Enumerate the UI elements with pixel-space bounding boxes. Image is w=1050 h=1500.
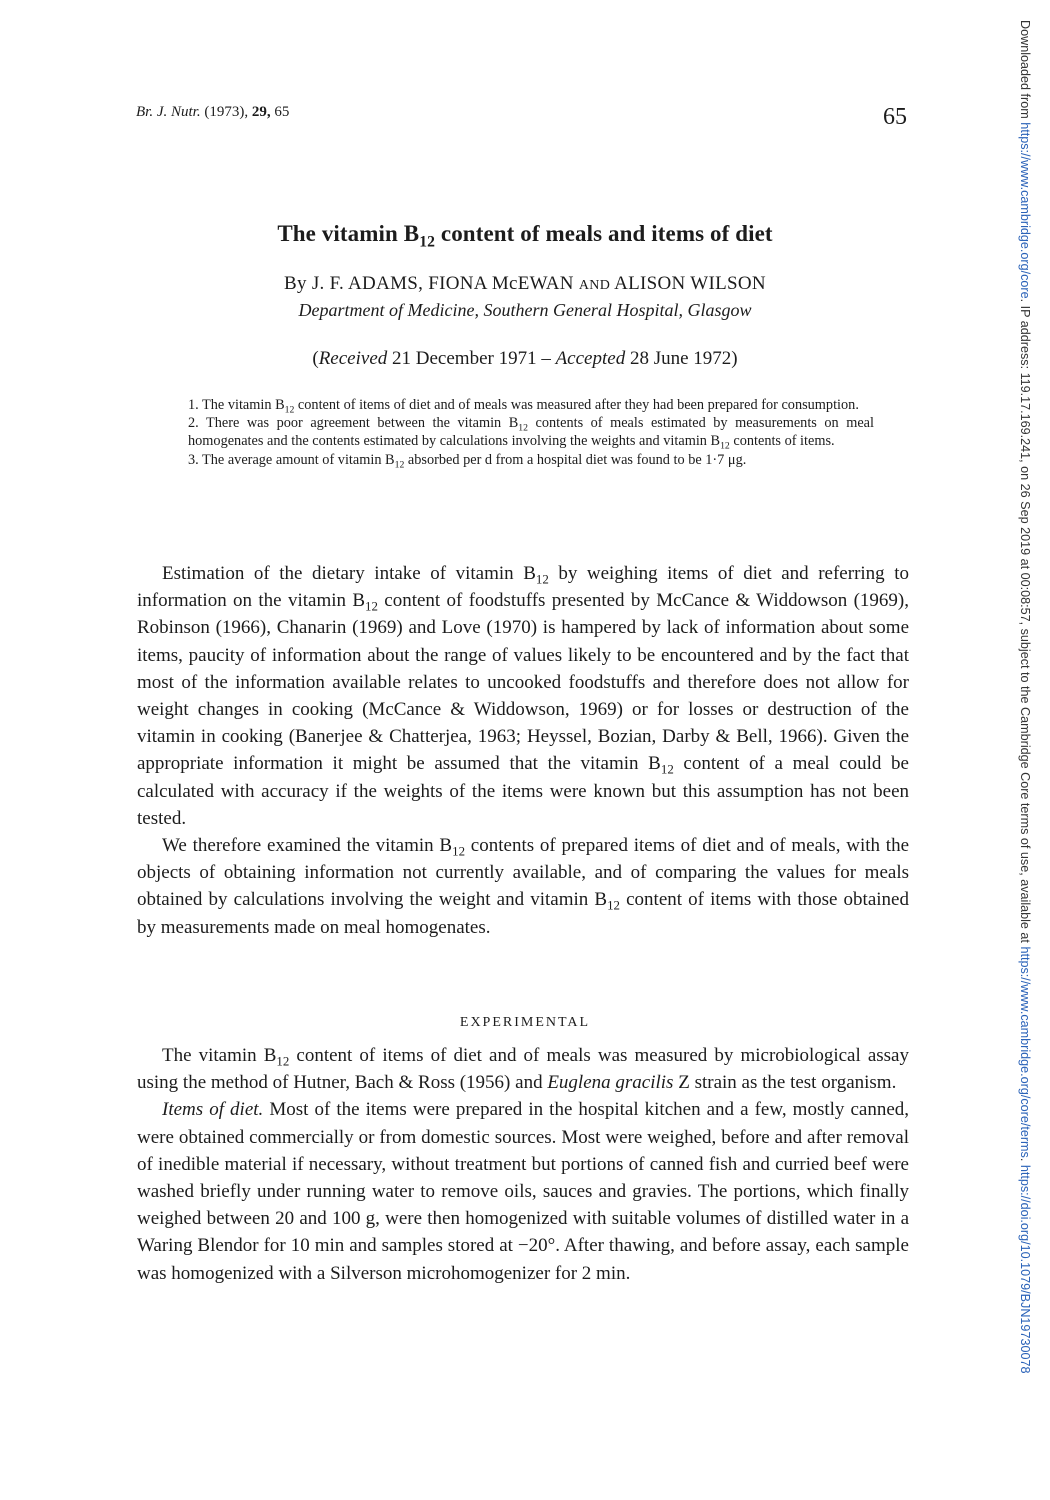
abstract-point-2: 2. There was poor agreement between the vitamin $B_{12}$ contents of meals estimated by measurements on meal homogenates and the contents estimated by calculations involving the weights and vitamin $B_{12}$ contents of items. bbox=[188, 415, 874, 452]
journal-name: Br. J. Nutr. bbox=[136, 104, 201, 120]
author-names-2: ALISON WILSON bbox=[610, 273, 766, 294]
experimental-section bbox=[137, 1042, 909, 1287]
author-by: By bbox=[284, 273, 307, 294]
page-number: 65 bbox=[883, 104, 907, 130]
abstract-point-1: 1. The vitamin $B_{12}$ content of items of diet and of meals was measured after they had been prepared for consumption. bbox=[188, 397, 859, 416]
intro-paragraph-2: We therefore examined the vitamin $B_{12}$ contents of prepared items of diet and of meals, with the objects of obtaining information not currently available, and of comparing the values for meals obtained by calculations involving the weight and vitamin $B_{12}$ content of items with those obtained by measurements made on meal homogenates. bbox=[137, 835, 909, 938]
introduction bbox=[137, 560, 909, 941]
author-line bbox=[0, 273, 1050, 295]
download-notice-text: Downloaded from https://www.cambridge.org/core. IP address: 119.17.169.241, on 26 Sep 2019 at 00:08:57, subject to the Cambridge Core terms of use, available at https://www.cambridge.org/core/terms. https://doi.org/10.1079/BJN19730078 bbox=[1018, 20, 1032, 1374]
download-notice-sidebar bbox=[1002, 20, 1032, 1480]
experimental-paragraph-2: Items of diet. Most of the items were prepared in the hospital kitchen and a few, mostly canned, were obtained commercially or from domestic sources. Most were weighed, before and after removal of inedible material if necessary, without treatment but portions of canned fish and curried beef were washed briefly under running water to remove oils, sauces and gravies. The portions, which finally weighed between 20 and 100 g, were then homogenized with suitable volumes of distilled water in a Waring Blendor for 10 min and samples stored at −20°. After thawing, and before assay, each sample was homogenized with a Silverson microhomogenizer for 2 min. bbox=[137, 1099, 909, 1284]
journal-page: 65 bbox=[274, 104, 290, 120]
section-heading: EXPERIMENTAL bbox=[459, 1015, 591, 1030]
journal-year: (1973), bbox=[204, 104, 249, 120]
journal-citation bbox=[136, 104, 289, 121]
experimental-paragraph-1: The vitamin $B_{12}$ content of items of diet and of meals was measured by microbiological assay using the method of Hutner, Bach & Ross (1956) and Euglena gracilis Z strain as the test organism. bbox=[137, 1045, 909, 1094]
abstract bbox=[188, 396, 874, 469]
intro-paragraph-1: Estimation of the dietary intake of vitamin $B_{12}$ by weighing items of diet and referring to information on the vitamin $B_{12}$ content of foodstuffs presented by McCance & Widdowson (1969), Robinson (1966), Chanarin (1969) and Love (1970) is hampered by lack of information about some items, paucity of information about the range of values likely to be encountered and by the fact that most of the information available relates to uncooked foodstuffs and therefore does not allow for weight changes in cooking (McCance & Widdowson, 1969) or for losses or destruction of the vitamin in cooking (Banerjee & Chatterjea, 1963; Heyssel, Bozian, Darby & Bell, 1966). Given the appropriate information it might be assumed that the vitamin $B_{12}$ content of a meal could be calculated with accuracy if the weights of the items were known but this assumption has not been tested. bbox=[137, 563, 909, 829]
cambridge-core-link[interactable]: https://www.cambridge.org/core bbox=[1018, 122, 1032, 299]
abstract-point-3: 3. The average amount of vitamin $B_{12}$ absorbed per d from a hospital diet was found to be 1·7 μg. bbox=[188, 451, 747, 470]
author-names-1: J. F. ADAMS, FIONA McEWAN bbox=[306, 273, 579, 294]
terms-link[interactable]: https://www.cambridge.org/core/terms bbox=[1018, 946, 1032, 1158]
author-and: AND bbox=[578, 278, 611, 293]
received-dates: (Received 21 December 1971 – Accepted 28 June 1972) bbox=[312, 348, 738, 369]
article-title: The vitamin $B_{12}$ content of meals and items of diet bbox=[277, 221, 773, 251]
journal-volume: 29, bbox=[251, 104, 271, 120]
affiliation: Department of Medicine, Southern General Hospital, Glasgow bbox=[298, 300, 752, 320]
doi-link[interactable]: https://doi.org/10.1079/BJN19730078 bbox=[1018, 1164, 1032, 1374]
